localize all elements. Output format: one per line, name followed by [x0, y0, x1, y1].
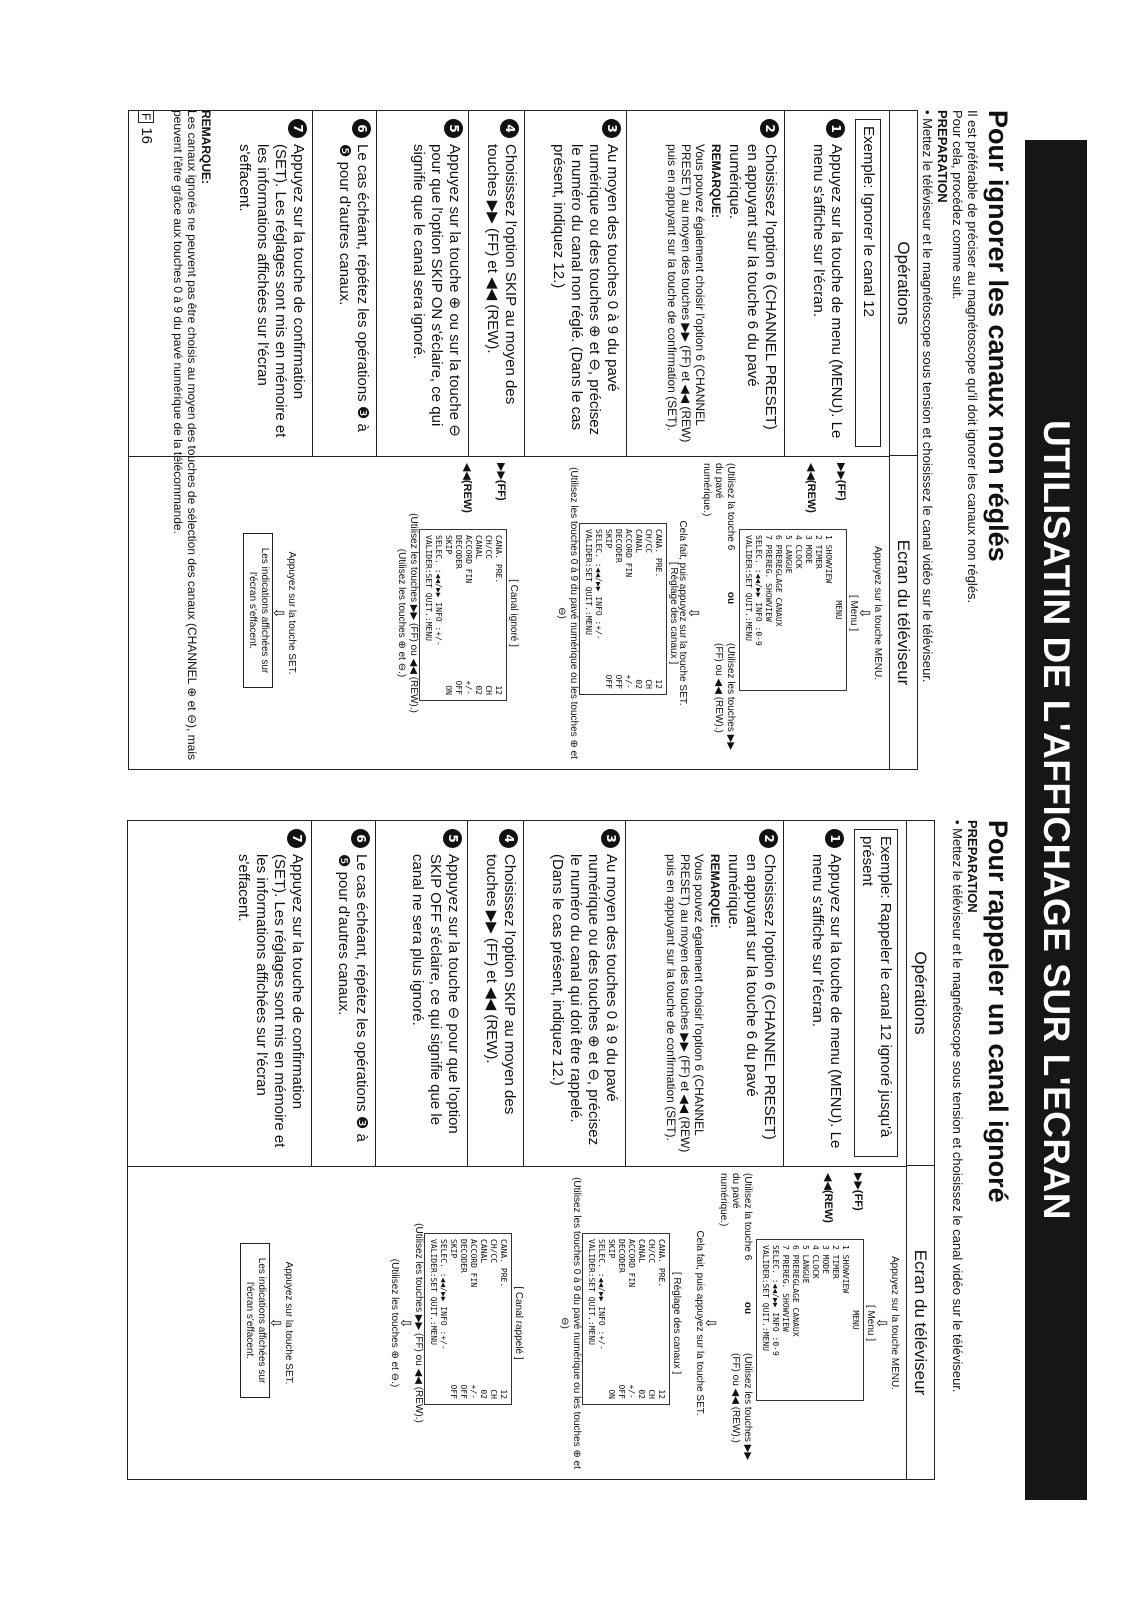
- screen-set: Appuyez sur la touche SET. ⇩ Les indications affichées sur l'écran s'effacent.: [243, 463, 297, 763]
- arrow-down-icon: ⇩: [703, 1317, 719, 1329]
- row-divider: [468, 111, 469, 456]
- step-7: 7Appuyez sur la touche de confirmation (SET). Les réglages sont mis en mémoire et les informations affichées sur l'écran s'effacent.: [234, 829, 306, 1159]
- step-4: 4Choisissez l'option SKIP au moyen des touches ▶▶ (FF) et ◀◀ (REW).: [483, 119, 519, 449]
- page-number: F16: [138, 110, 155, 144]
- ff-key-label: ▶▶(FF): [835, 463, 847, 501]
- screen-channel-setting: [ Réglage des canaux ] CANA. PRE. 12 CH/CC CH CANAL 02 ACCORD FIN +/- DECODER OFF SKIP ON SELEC. :◀◀/▶▶ INFO :+/- VALIDER:SET QUIT.:MENU (Utilisez les touches 0 à 9 du pavé numérique ou les touches ⊕ et ⊖): [559, 1177, 682, 1469]
- arrow-down-icon: ⇩: [271, 607, 287, 619]
- step-6: 6Le cas échéant, répétez les opérations ❸ à ❺ pour d'autres canaux.: [334, 829, 370, 1159]
- arrow-down-icon: ⇩: [857, 607, 873, 619]
- screen-skip: [ Canal ignoré ] ▶▶(FF) ◀◀(REW) CANA. PRE. 12 CH/CC CH CANAL 02 ACCORD FIN +/- DECODER OFF SKIP ON SELEC. :◀◀/▶▶ INFO :+/- VALIDER:SET QUIT.:MENU (Utilisez les touches ▶▶ (FF) ou ◀◀ (REW).) (Utilisez les touches ⊕ et ⊖.): [396, 463, 519, 713]
- screen-menu: Appuyez sur la touche MENU. ⇩ [ Menu ] ▶▶(FF) ◀◀(REW) MENU 1 SHOWVIEW 2 TIMER 3 MODE 4 CLOCK 5 LANGUE 6 PREREGLAGE CANAUX 7 PREREG. SHOWVIEW SELEC. :◀◀/▶▶ INFO :0-9 VALIDER:SET QUIT.:MENU (Utilisez la touche 6 du pavé numérique.) ou (Utilisez les touches ▶▶ (FF) ou ◀◀ (REW).) ⇩ Cela fait, puis appuyez sur la touche SET.: [676, 463, 883, 763]
- step-number: 7: [288, 119, 307, 138]
- example-box: Exemple: Rappeler le canal 12 ignoré jusqu'à présent: [854, 829, 898, 1157]
- row-divider: [376, 111, 377, 456]
- osd-skip: CANA. PRE. 12 CH/CC CH CANAL 02 ACCORD FIN +/- DECODER OFF SKIP ON SELEC. :◀◀/▶▶ INFO :+/- VALIDER:SET QUIT.:MENU: [419, 529, 507, 701]
- example-box: Exemple: Ignorer le canal 12: [855, 119, 881, 447]
- header-screen: Ecran du téléviseur: [906, 1166, 934, 1479]
- message-box: Les indications affichées sur l'écran s'effacent.: [240, 1243, 270, 1398]
- arrow-down-icon: ⇩: [874, 1317, 890, 1329]
- step-6: 6Le cas échéant, répétez les opérations ❸ à ❺ pour d'autres canaux.: [335, 119, 371, 449]
- step-1: 1Appuyez sur la touche de menu (MENU). Le menu s'affiche sur l'écran.: [809, 119, 845, 449]
- rew-key-label: ◀◀(REW): [805, 463, 817, 513]
- intro-line: Il est préférable de préciser au magnétoscope qu'il doit ignorer les canaux non réglés.: [965, 110, 980, 604]
- section-recall-channel: [128, 820, 1013, 1480]
- section-ignore-channels: [128, 110, 1013, 770]
- message-box: Les indications affichées sur l'écran s'effacent.: [243, 533, 273, 688]
- step-4: 4Choisissez l'option SKIP au moyen des touches ▶▶ (FF) et ◀◀ (REW).: [482, 829, 518, 1159]
- row-divider: [625, 821, 626, 1166]
- osd-menu: MENU 1 SHOWVIEW 2 TIMER 3 MODE 4 CLOCK 5 LANGUE 6 PREREGLAGE CANAUX 7 PREREG. SHOWVIEW SELEC. :◀◀/▶▶ INFO :0-9 VALIDER:SET QUIT.:MENU: [756, 1239, 864, 1401]
- preparation-text: • Mettez le téléviseur et le magnétoscope sous tension et choisissez le canal vidéo sur le téléviseur.: [950, 820, 965, 1393]
- header-screen: Ecran du téléviseur: [889, 456, 917, 769]
- section-title: Pour ignorer les canaux non réglés: [983, 110, 1013, 562]
- header-operations: Opérations: [889, 111, 917, 456]
- preparation-text: • Mettez le téléviseur et le magnétoscope sous tension et choisissez le canal vidéo sur le téléviseur.: [920, 110, 935, 683]
- preparation-title: PREPARATION: [965, 820, 980, 913]
- row-divider: [375, 821, 376, 1166]
- step-number: 4: [500, 119, 519, 138]
- osd-menu: MENU 1 SHOWVIEW 2 TIMER 3 MODE 4 CLOCK 5 LANGUE 6 PREREGLAGE CANAUX 7 PREREG. SHOWVIEW SELEC. :◀◀/▶▶ INFO :0-9 VALIDER:SET QUIT.:MENU: [739, 529, 847, 691]
- row-divider: [523, 821, 524, 1166]
- column-divider: [128, 1166, 906, 1167]
- operations-table: [128, 110, 918, 770]
- step-3: 3Au moyen des touches 0 à 9 du pavé numérique ou des touches ⊕ et ⊖, précisez le numéro du canal qui doit être rappelé. (Dans le cas présent, indiquez 12.): [548, 829, 620, 1159]
- step-5: 5Appuyez sur la touche ⊕ ou sur la touche ⊖ pour que l'option SKIP ON s'éclaire, ce qui signifie que le canal sera ignoré.: [409, 119, 463, 449]
- row-divider: [312, 111, 313, 456]
- osd-channel: CANA. PRE. 12 CH/CC CH CANAL 02 ACCORD FIN +/- DECODER OFF SKIP OFF SELEC. :◀◀/▶▶ INFO :+/- VALIDER:SET QUIT.:MENU: [579, 523, 667, 695]
- screen-channel-setting: [ Réglage des canaux ] CANA. PRE. 12 CH/CC CH CANAL 02 ACCORD FIN +/- DECODER OFF SKIP OFF SELEC. :◀◀/▶▶ INFO :+/- VALIDER:SET QUIT.:MENU (Utilisez les touches 0 à 9 du pavé numérique ou les touches ⊕ et ⊖): [556, 467, 679, 759]
- column-divider: [129, 456, 889, 457]
- operations-table: [127, 820, 935, 1480]
- section-title: Pour rappeler un canal ignoré: [983, 820, 1013, 1203]
- intro-line: Pour cela, procédez comme suit.: [950, 110, 965, 300]
- preparation-title: PREPARATION: [935, 110, 950, 203]
- step-number: 6: [352, 119, 371, 138]
- screen-set: Appuyez sur la touche SET. ⇩ Les indications affichées sur l'écran s'effacent.: [240, 1173, 294, 1473]
- step-5: 5Appuyez sur la touche ⊖ pour que l'option SKIP OFF s'éclaire, ce qui signifie que le canal ne sera plus ignoré.: [408, 829, 462, 1159]
- osd-skip: CANA. PRE. 12 CH/CC CH CANAL 02 ACCORD FIN +/- DECODER OFF SKIP OFF SELEC. :◀◀/▶▶ INFO :+/- VALIDER:SET QUIT.:MENU: [424, 1233, 512, 1405]
- arrow-down-icon: ⇩: [686, 607, 702, 619]
- step-7: 7Appuyez sur la touche de confirmation (SET). Les réglages sont mis en mémoire et les informations affichées sur l'écran s'effacent.: [235, 119, 307, 449]
- row-divider: [524, 111, 525, 456]
- remark: REMARQUE: Les canaux ignorés ne peuvent pas être choisis au moyen des touches de sélection des canaux (CHANNEL ⊕ et ⊖), mais peuvent l'être grâce aux touches 0 à 9 du pavé numérique de la télécommande.: [171, 110, 213, 761]
- row-divider: [784, 111, 785, 456]
- page-banner: UTILISATIN DE L'AFFICHAGE SUR L'ECRAN: [1025, 140, 1087, 1500]
- step-number: 1: [826, 119, 845, 138]
- screen-skip: [ Canal rappelé ] CANA. PRE. 12 CH/CC CH CANAL 02 ACCORD FIN +/- DECODER OFF SKIP OFF SELEC. :◀◀/▶▶ INFO :+/- VALIDER:SET QUIT.:MENU (Utilisez les touches ▶▶ (FF) ou ◀◀ (REW).) ⇩ (Utilisez les touches ⊕ et ⊖.): [388, 1173, 524, 1473]
- row-divider: [783, 821, 784, 1166]
- step-3: 3Au moyen des touches 0 à 9 du pavé numérique ou des touches ⊕ et ⊖, précisez le numéro du canal non réglé. (Dans le cas présent, indiquez 12.): [549, 119, 621, 449]
- screen-menu: Appuyez sur la touche MENU. ⇩ [ Menu ] ▶▶(FF) ◀◀(REW) MENU 1 SHOWVIEW 2 TIMER 3 MODE 4 CLOCK 5 LANGUE 6 PREREGLAGE CANAUX 7 PREREG. SHOWVIEW SELEC. :◀◀/▶▶ INFO :0-9 VALIDER:SET QUIT.:MENU (Utilisez la touche 6 du pavé numérique.) ou (Utilisez les touches ▶▶ (FF) ou ◀◀ (REW).) ⇩ Cela fait, puis appuyez sur la touche SET.: [693, 1173, 900, 1473]
- arrow-down-icon: ⇩: [398, 1317, 414, 1329]
- arrow-down-icon: ⇩: [268, 1317, 284, 1329]
- row-divider: [311, 821, 312, 1166]
- step-number: 3: [602, 119, 621, 138]
- row-divider: [626, 111, 627, 456]
- step-2: 2Choisissez l'option 6 (CHANNEL PRESET) en appuyant sur la touche 6 du pavé numérique. REMARQUE: Vous pouvez également choisir l'option 6 (CHANNEL PRESET) au moyen des touches ▶▶ (FF) et ◀◀ (REW) puis en appuyant sur la touche de confirmation (SET).: [665, 119, 779, 449]
- header-operations: Opérations: [906, 821, 934, 1166]
- osd-channel: CANA. PRE. 12 CH/CC CH CANAL 02 ACCORD FIN +/- DECODER OFF SKIP ON SELEC. :◀◀/▶▶ INFO :+/- VALIDER:SET QUIT.:MENU: [582, 1233, 670, 1405]
- step-2: 2Choisissez l'option 6 (CHANNEL PRESET) en appuyant sur la touche 6 du pavé numérique. REMARQUE: Vous pouvez également choisir l'option 6 (CHANNEL PRESET) au moyen des touches ▶▶ (FF) et ◀◀ (REW) puis en appuyant sur la touche de confirmation (SET).: [664, 829, 778, 1159]
- step-number: 5: [444, 119, 463, 138]
- row-divider: [467, 821, 468, 1166]
- step-1: 1Appuyez sur la touche de menu (MENU). Le menu s'affiche sur l'écran.: [808, 829, 844, 1159]
- step-number: 2: [760, 119, 779, 138]
